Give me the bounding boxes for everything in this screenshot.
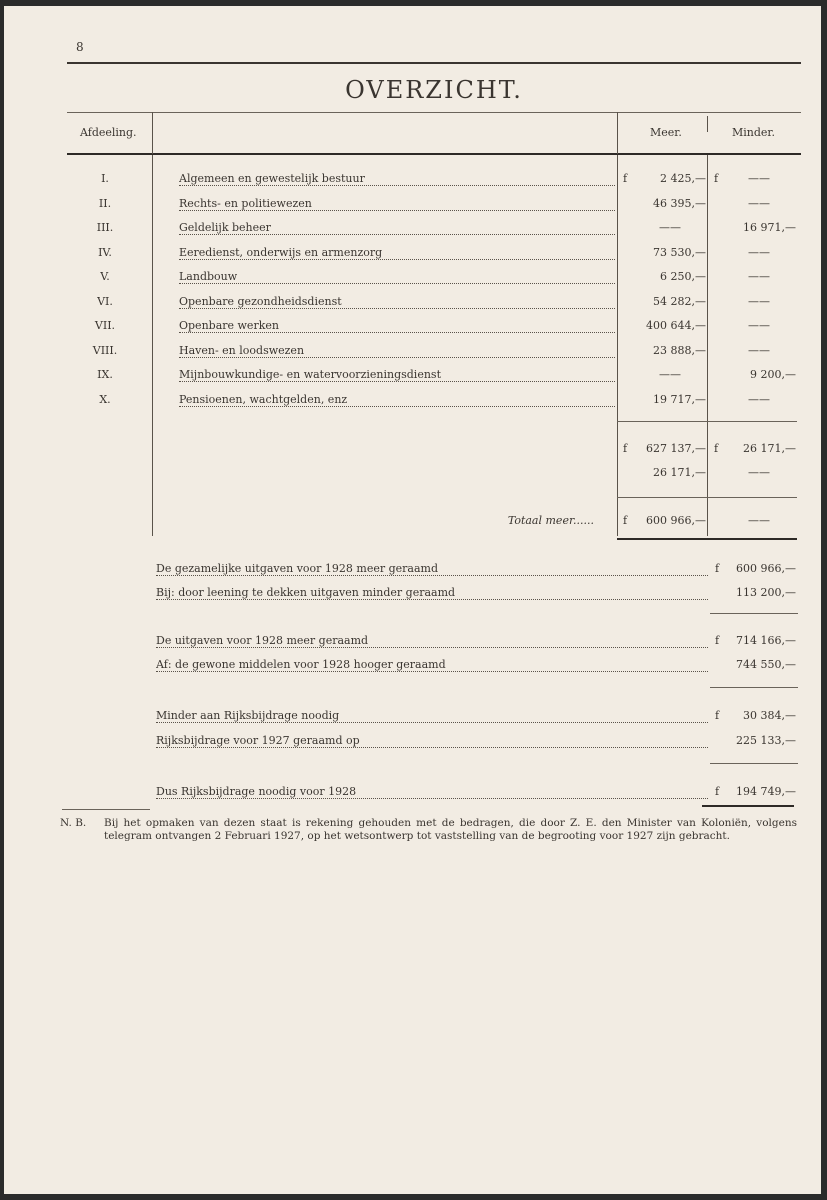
- document-page: [4, 6, 821, 1194]
- row-meer: 19 717,—: [653, 393, 706, 406]
- row-label: Haven- en loodswezen: [179, 344, 615, 358]
- sum-rule: [710, 763, 798, 764]
- sum-rule: [710, 613, 798, 614]
- row-minder: 16 971,—: [743, 221, 796, 234]
- currency-symbol: f: [714, 172, 719, 185]
- summary-value: 225 133,—: [736, 734, 796, 747]
- row-label: Algemeen en gewestelijk bestuur: [179, 172, 615, 186]
- row-meer: 6 250,—: [660, 270, 706, 283]
- summary-label: Dus Rijksbijdrage noodig voor 1928: [156, 785, 708, 799]
- row-minder: ——: [748, 319, 770, 332]
- row-label: Openbare werken: [179, 319, 615, 333]
- summary-label: De uitgaven voor 1928 meer geraamd: [156, 634, 708, 648]
- final-double-rule: [702, 805, 794, 807]
- currency-symbol: f: [623, 514, 628, 527]
- subtotal-rule: [707, 421, 797, 422]
- row-meer: 73 530,—: [653, 246, 706, 259]
- row-minder: ——: [748, 270, 770, 283]
- row-minder: ——: [748, 344, 770, 357]
- note-rule: [62, 809, 150, 810]
- summary-label: Rijksbijdrage voor 1927 geraamd op: [156, 734, 708, 748]
- row-number: IV.: [98, 246, 112, 259]
- row-minder: ——: [748, 246, 770, 259]
- currency-symbol: f: [623, 172, 628, 185]
- note-prefix: N. B.: [60, 817, 87, 829]
- row-meer: 54 282,—: [653, 295, 706, 308]
- subtotal-minder: 26 171,—: [743, 442, 796, 455]
- row-label: Mijnbouwkundige- en watervoorzieningsdienst: [179, 368, 615, 382]
- sum-rule: [710, 687, 798, 688]
- dash-cell: ——: [748, 466, 770, 479]
- column-divider: [707, 116, 708, 132]
- row-number: III.: [96, 221, 114, 234]
- row-number: X.: [99, 393, 111, 406]
- row-number: V.: [100, 270, 110, 283]
- total-rule: [707, 497, 797, 498]
- row-meer: 23 888,—: [653, 344, 706, 357]
- header-afdeeling: Afdeeling.: [80, 126, 137, 139]
- summary-value: 113 200,—: [736, 586, 796, 599]
- row-minder: ——: [748, 295, 770, 308]
- summary-value: 194 749,—: [736, 785, 796, 798]
- row-minder: ——: [748, 172, 770, 185]
- row-minder: 9 200,—: [750, 368, 796, 381]
- column-divider: [617, 155, 618, 536]
- currency-symbol: f: [715, 634, 720, 647]
- subtotal-meer: 627 137,—: [646, 442, 706, 455]
- header-minder: Minder.: [732, 126, 775, 139]
- summary-value: 600 966,—: [736, 562, 796, 575]
- row-minder: ——: [748, 197, 770, 210]
- minder-carried: 26 171,—: [653, 466, 706, 479]
- row-minder: ——: [748, 393, 770, 406]
- row-label: Eeredienst, onderwijs en armenzorg: [179, 246, 615, 260]
- header-meer: Meer.: [650, 126, 682, 139]
- row-meer: 46 395,—: [653, 197, 706, 210]
- row-label: Landbouw: [179, 270, 615, 284]
- totaal-meer-value: 600 966,—: [646, 514, 706, 527]
- row-label: Rechts- en politiewezen: [179, 197, 615, 211]
- top-rule: [67, 62, 801, 64]
- summary-label: Bij: door leening te dekken uitgaven minder geraamd: [156, 586, 708, 600]
- row-meer: ——: [659, 368, 681, 381]
- dash-cell: ——: [748, 514, 770, 527]
- row-number: I.: [101, 172, 109, 185]
- currency-symbol: f: [715, 562, 720, 575]
- summary-label: Af: de gewone middelen voor 1928 hooger geraamd: [156, 658, 708, 672]
- row-meer: ——: [659, 221, 681, 234]
- row-label: Geldelijk beheer: [179, 221, 615, 235]
- row-meer: 2 425,—: [660, 172, 706, 185]
- page-number: 8: [76, 40, 84, 54]
- summary-value: 714 166,—: [736, 634, 796, 647]
- currency-symbol: f: [623, 442, 628, 455]
- table-header-bottom-rule: [67, 153, 801, 155]
- table-header-top-rule: [67, 112, 801, 113]
- column-divider: [617, 112, 618, 154]
- total-double-rule: [617, 538, 797, 540]
- row-number: VI.: [97, 295, 113, 308]
- currency-symbol: f: [714, 442, 719, 455]
- row-label: Pensioenen, wachtgelden, enz: [179, 393, 615, 407]
- page-title: OVERZICHT.: [345, 76, 523, 104]
- total-rule: [617, 497, 707, 498]
- summary-value: 30 384,—: [743, 709, 796, 722]
- summary-label: De gezamelijke uitgaven voor 1928 meer geraamd: [156, 562, 708, 576]
- totaal-meer-label: Totaal meer......: [507, 514, 594, 527]
- subtotal-rule: [617, 421, 707, 422]
- note-text: Bij het opmaken van dezen staat is rekening gehouden met de bedragen, die door Z. E. den Minister van Koloniën, volgens telegram ontvangen 2 Februari 1927, op het wetsontwerp tot vaststelling van de begrooting voor 1927 zijn gebracht.: [104, 817, 797, 842]
- currency-symbol: f: [715, 709, 720, 722]
- summary-label: Minder aan Rijksbijdrage noodig: [156, 709, 708, 723]
- row-number: VII.: [94, 319, 116, 332]
- row-number: VIII.: [92, 344, 118, 357]
- row-number: II.: [98, 197, 112, 210]
- column-divider: [707, 155, 708, 536]
- column-divider: [152, 112, 153, 154]
- column-divider: [152, 155, 153, 536]
- currency-symbol: f: [715, 785, 720, 798]
- row-label: Openbare gezondheidsdienst: [179, 295, 615, 309]
- summary-value: 744 550,—: [736, 658, 796, 671]
- row-meer: 400 644,—: [646, 319, 706, 332]
- row-number: IX.: [97, 368, 113, 381]
